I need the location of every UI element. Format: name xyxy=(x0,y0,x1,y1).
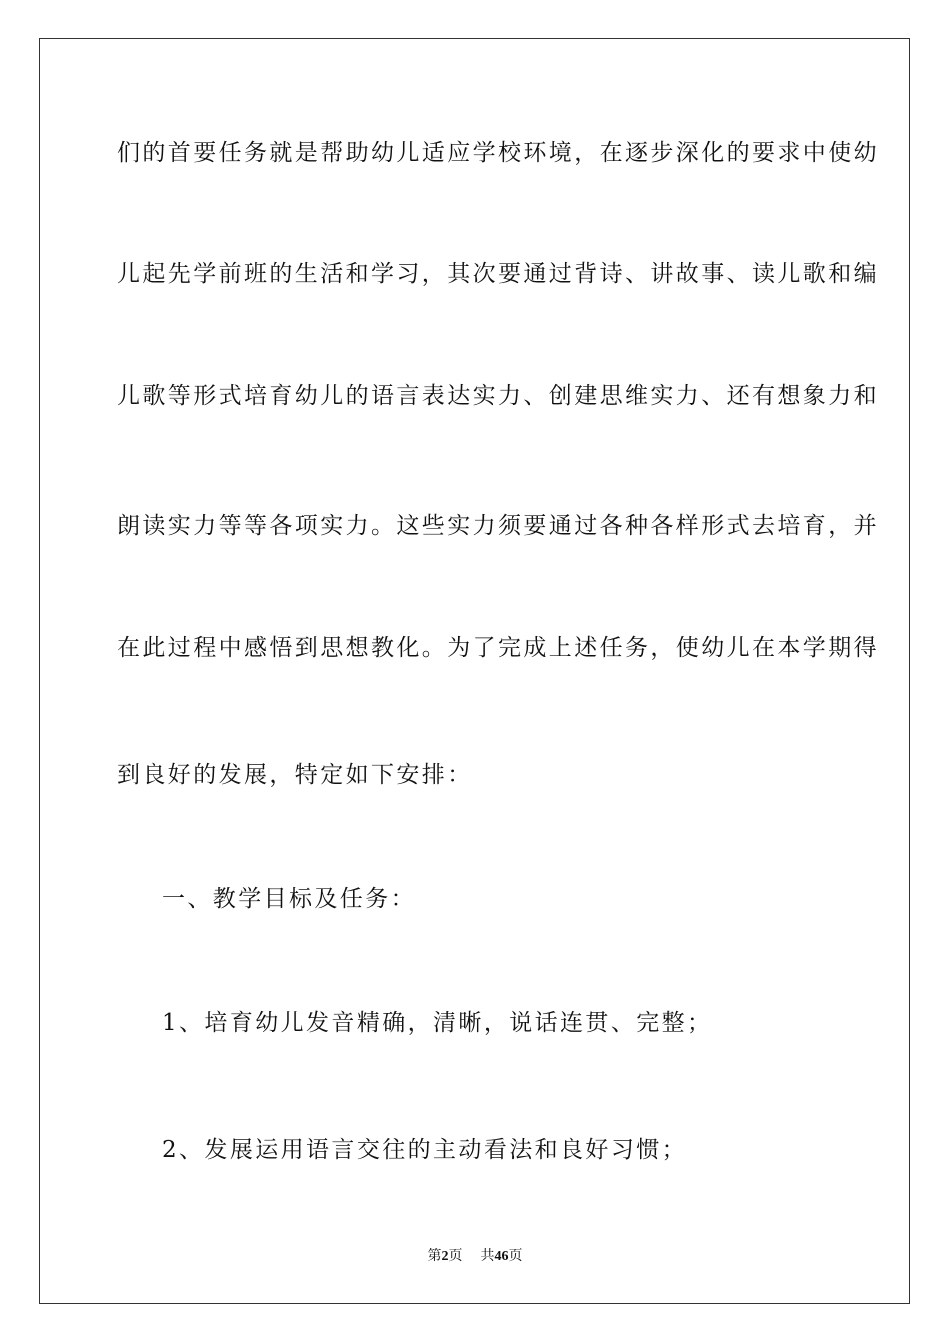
paragraph-line-6: 到良好的发展，特定如下安排： xyxy=(117,762,473,788)
footer-total-suffix: 页 xyxy=(508,1249,523,1264)
page-footer xyxy=(0,1247,950,1267)
paragraph-line-1: 们的首要任务就是帮助幼儿适应学校环境，在逐步深化的要求中使幼 xyxy=(117,140,879,166)
page-frame xyxy=(39,38,910,1304)
paragraph-line-3: 儿歌等形式培育幼儿的语言表达实力、创建思维实力、还有想象力和 xyxy=(117,383,879,409)
footer-page-number: 2 xyxy=(441,1249,449,1264)
list-item-1: 1、培育幼儿发音精确，清晰，说话连贯、完整； xyxy=(162,1010,713,1036)
footer-total-pages: 46 xyxy=(494,1249,509,1264)
footer-page-suffix: 页 xyxy=(448,1249,463,1264)
footer-total-prefix: 共 xyxy=(480,1249,495,1264)
paragraph-line-2: 儿起先学前班的生活和学习，其次要通过背诗、讲故事、读儿歌和编 xyxy=(117,261,879,287)
footer-page-prefix: 第 xyxy=(427,1249,442,1264)
list-item-2: 2、发展运用语言交往的主动看法和良好习惯； xyxy=(162,1137,688,1163)
section-heading-1: 一、教学目标及任务： xyxy=(162,886,416,912)
paragraph-line-4: 朗读实力等等各项实力。这些实力须要通过各种各样形式去培育，并 xyxy=(117,513,879,539)
paragraph-line-5: 在此过程中感悟到思想教化。为了完成上述任务，使幼儿在本学期得 xyxy=(117,635,879,661)
